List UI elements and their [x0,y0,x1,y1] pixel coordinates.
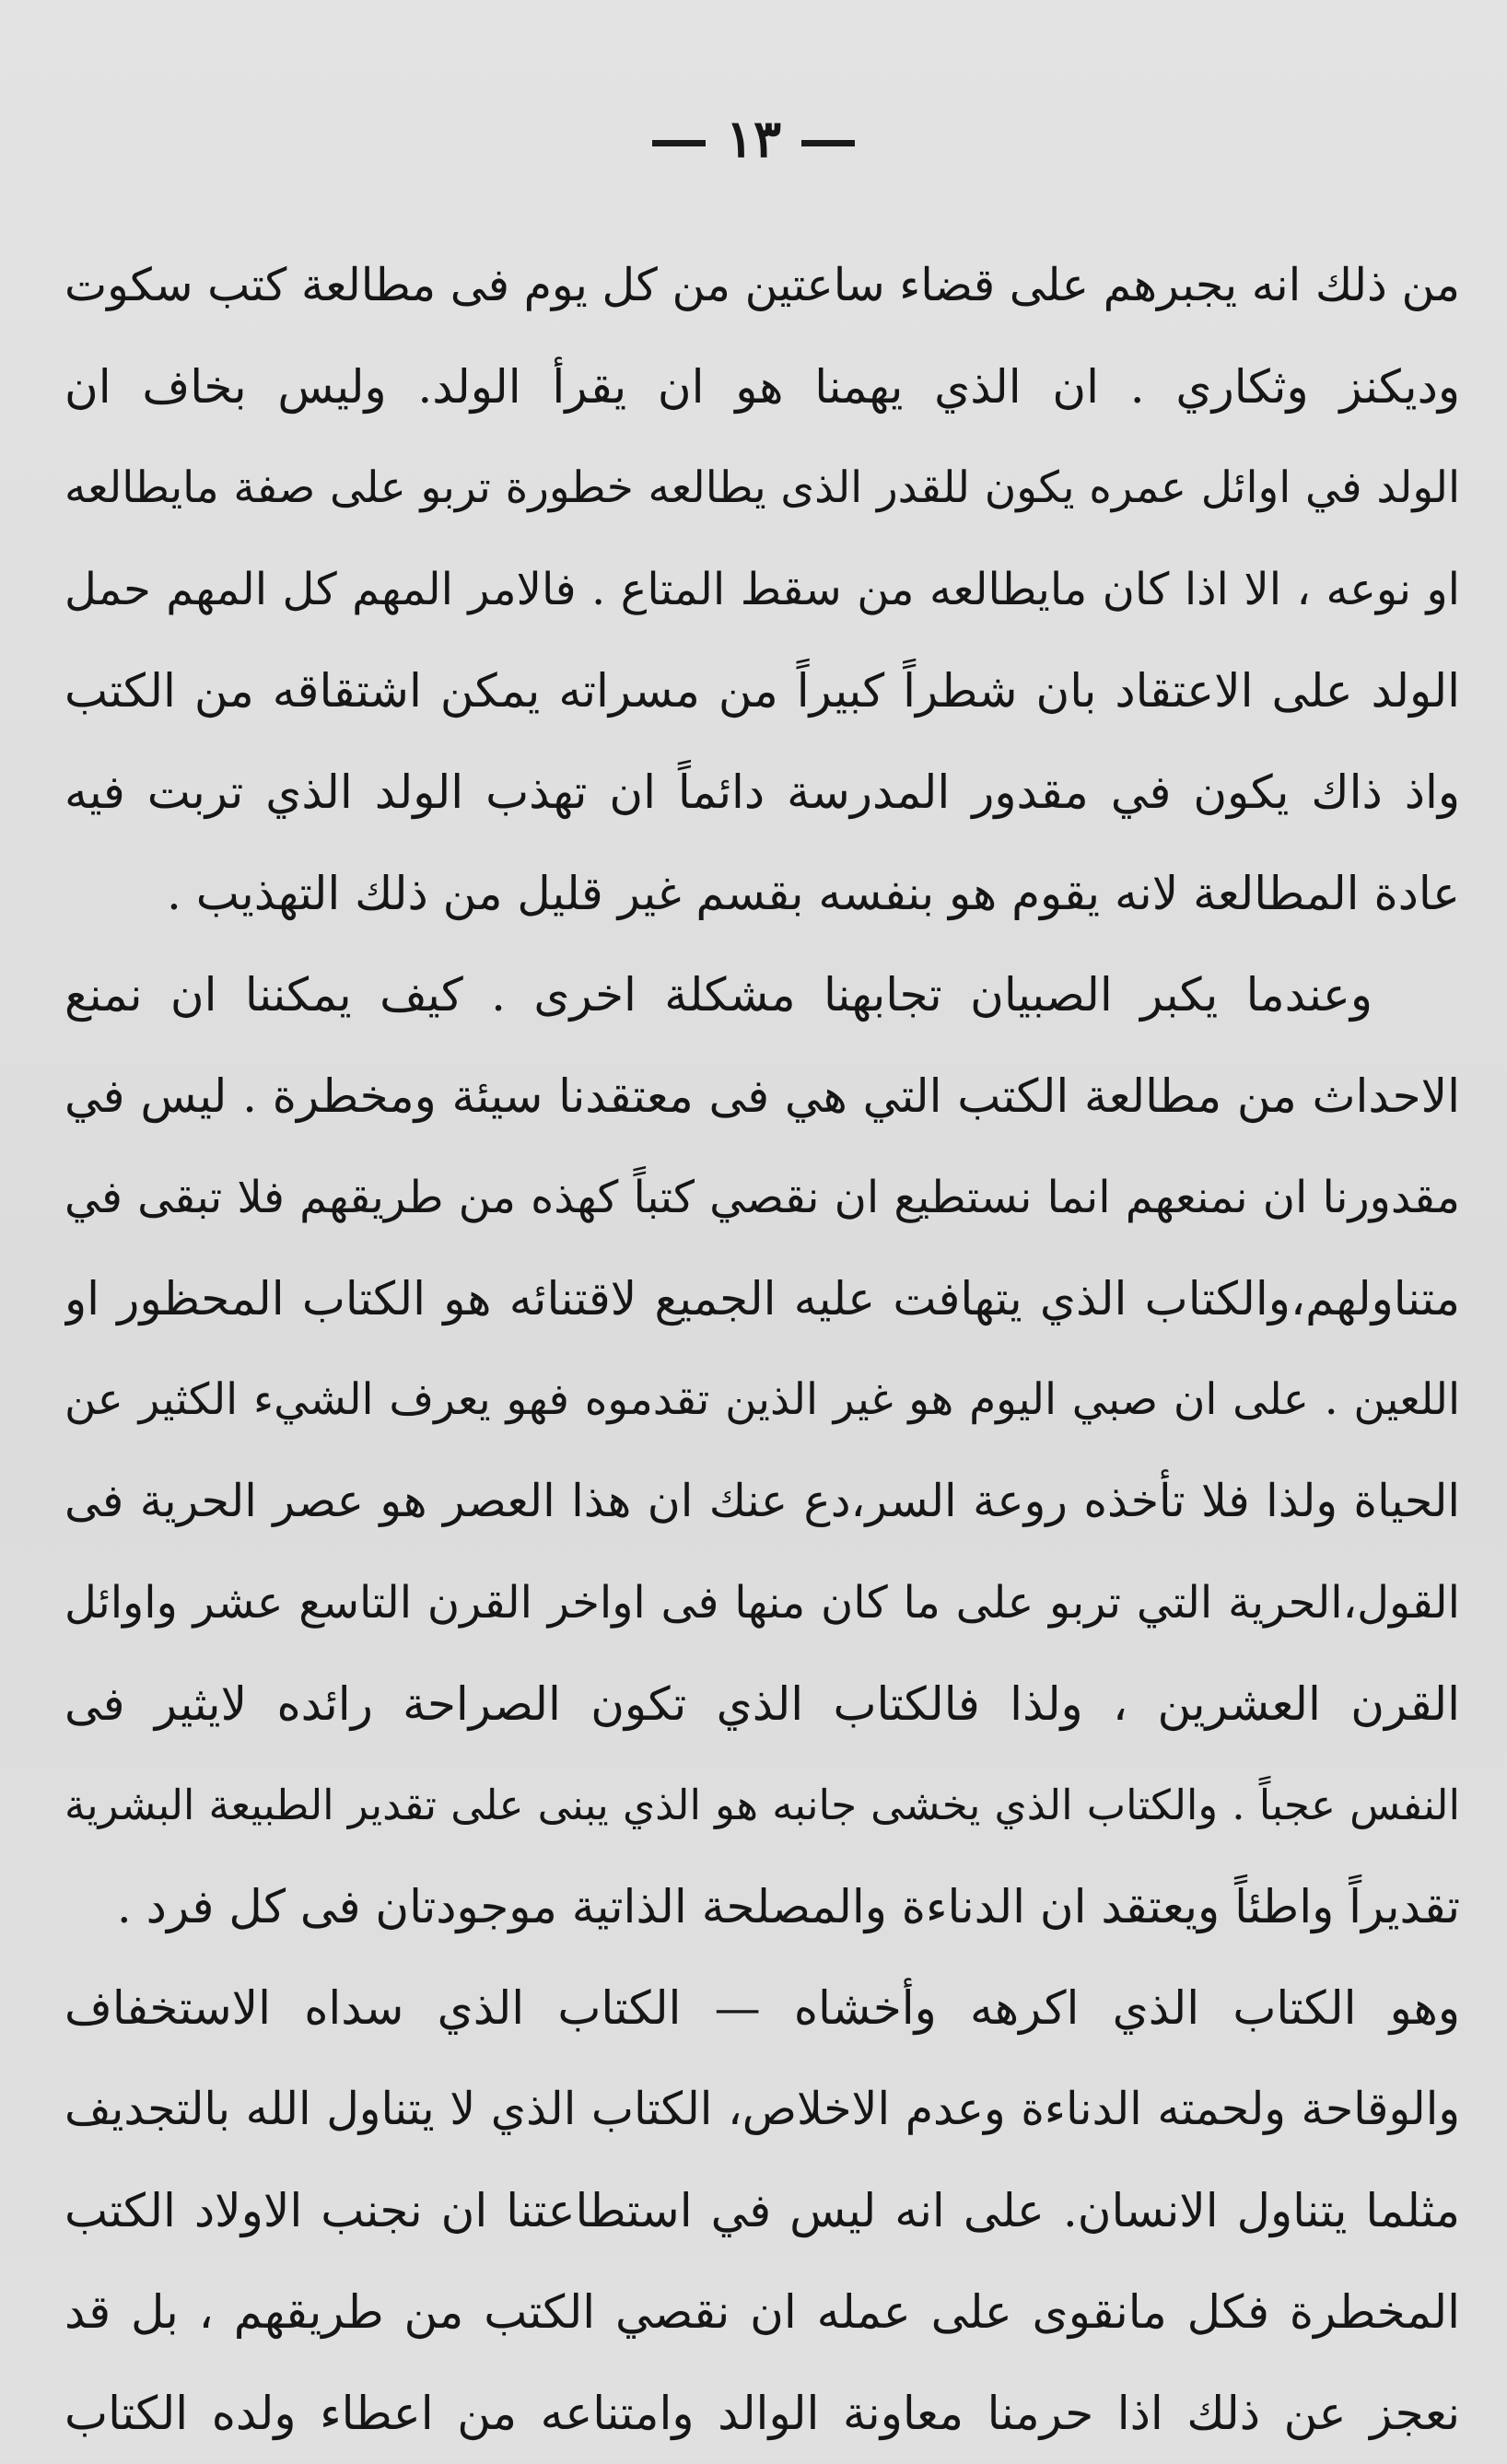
text-line: القول،الحرية التي تربو على ما كان منها فى اواخر القرن التاسع عشر واوائل [64,1577,1460,1629]
text-line: الاحداث من مطالعة الكتب التي هي فى معتقدنا سيئة ومخطرة . ليس في [64,1069,1460,1123]
text-line: والوقاحة ولحمته الدناءة وعدم الاخلاص، الكتاب الذي لا يتناول الله بالتجديف [64,2083,1460,2135]
text-line: الولد على الاعتقاد بان شطراً كبيراً من مسراته يمكن اشتقاقه من الكتب [64,664,1460,718]
text-line: المخطرة فكل مانقوى على عمله ان نقصي الكتب من طريقهم ، بل قد [64,2285,1460,2339]
text-line: من ذلك انه يجبرهم على قضاء ساعتين من كل يوم فى مطالعة كتب سكوت [64,259,1460,311]
text-line: متناولهم،والكتاب الذي يتهافت عليه الجميع لاقتنائه هو الكتاب المحظور او [64,1272,1460,1325]
text-line: نعجز عن ذلك اذا حرمنا معاونة الوالد وامتناعه من اعطاء ولده الكتاب [64,2387,1460,2440]
text-line: القرن العشرين ، ولذا فالكتاب الذي تكون الصراحة رائده لايثير فى [64,1677,1460,1731]
body-text [64,235,1460,2464]
text-line: الحياة ولذا فلا تأخذه روعة السر،دع عنك ان هذا العصر هو عصر الحرية فى [64,1475,1460,1527]
page-number-value: ١٣ [725,109,782,169]
page-number [0,109,1507,169]
text-line: او نوعه ، الا اذا كان مايطالعه من سقط المتاع . فالامر المهم كل المهم حمل [64,564,1460,615]
text-line: اللعين . على ان صبي اليوم هو غير الذين تقدموه فهو يعرف الشيء الكثير عن [64,1374,1460,1425]
page-number-dash-left [652,140,706,146]
paragraph-end-line: عادة المطالعة لانه يقوم هو بنفسه بقسم غير قليل من ذلك التهذيب . [166,867,1460,920]
text-line: مثلما يتناول الانسان. على انه ليس في استطاعتنا ان نجنب الاولاد الكتب [64,2184,1460,2237]
text-line: وهو الكتاب الذي اكرهه وأخشاه — الكتاب الذي سداه الاستخفاف [64,1981,1460,2035]
text-line: النفس عجباً . والكتاب الذي يخشى جانبه هو الذي يبنى على تقدير الطبيعة البشرية [64,1781,1460,1829]
page-number-dash-right [801,140,855,146]
paragraph-end-line: تقديراً واطئاً ويعتقد ان الدناءة والمصلحة الذاتية موجودتان فى كل فرد . [116,1880,1460,1933]
text-line: الولد في اوائل عمره يكون للقدر الذى يطالعه خطورة تربو على صفة مايطالعه [64,462,1460,513]
text-line: وديكنز وثكاري . ان الذي يهمنا هو ان يقرأ الولد. وليس بخاف ان [64,360,1460,414]
text-line: واذ ذاك يكون في مقدور المدرسة دائماً ان تهذب الولد الذي تربت فيه [64,765,1460,819]
paragraph-start-line: وعندما يكبر الصبيان تجابهنا مشكلة اخرى . كيف يمكننا ان نمنع [64,968,1373,1022]
text-line: مقدورنا ان نمنعهم انما نستطيع ان نقصي كتباً كهذه من طريقهم فلا تبقى في [64,1172,1460,1223]
